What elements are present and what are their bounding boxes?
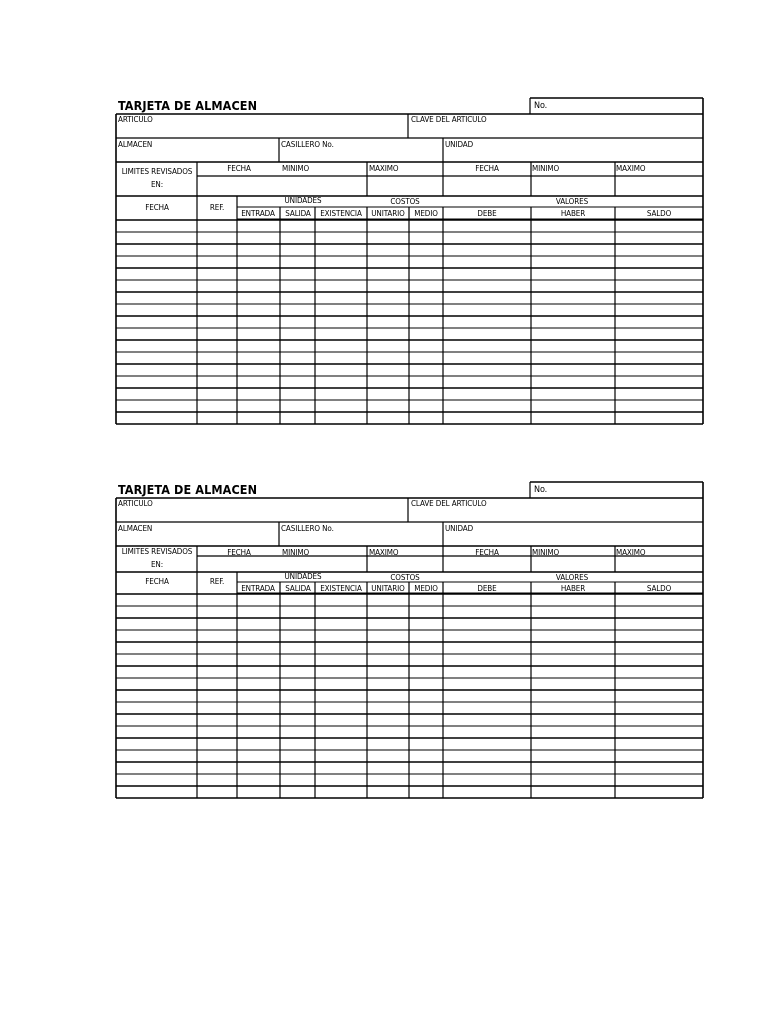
unitario-header: UNITARIO <box>371 584 405 593</box>
salida-header: SALIDA <box>285 584 311 593</box>
entrada-header: ENTRADA <box>241 209 275 218</box>
warehouse-card <box>116 480 703 808</box>
limits-fecha-label: FECHA <box>227 164 251 173</box>
col-ref-header: REF. <box>209 203 225 212</box>
limits-minimo-label: MINIMO <box>282 548 310 557</box>
medio-header: MEDIO <box>414 209 438 218</box>
warehouse-card <box>116 96 703 424</box>
limits-maximo-2-label: MAXIMO <box>616 164 646 173</box>
clave-label: CLAVE DEL ARTICULO <box>411 499 487 508</box>
clave-label: CLAVE DEL ARTICULO <box>411 115 487 124</box>
unidad-label: UNIDAD <box>445 140 474 149</box>
limites-label-line1: LIMITES REVISADOS <box>121 547 193 556</box>
valores-header: VALORES <box>555 197 589 206</box>
articulo-label: ARTICULO <box>118 115 153 124</box>
limits-minimo-label: MINIMO <box>282 164 310 173</box>
casillero-label: CASILLERO No. <box>281 140 334 149</box>
articulo-label: ARTICULO <box>118 499 153 508</box>
entrada-header: ENTRADA <box>241 584 275 593</box>
col-ref-header: REF. <box>209 577 225 586</box>
haber-header: HABER <box>560 584 586 593</box>
unidades-header: UNIDADES <box>284 572 322 581</box>
medio-header: MEDIO <box>414 584 438 593</box>
card-title: TARJETA DE ALMACEN <box>118 98 258 113</box>
card-grid-lines <box>116 96 704 426</box>
salida-header: SALIDA <box>285 209 311 218</box>
casillero-label: CASILLERO No. <box>281 524 334 533</box>
limits-minimo-2-label: MINIMO <box>532 548 560 557</box>
limits-fecha-2-label: FECHA <box>475 164 499 173</box>
limits-maximo-label: MAXIMO <box>369 548 399 557</box>
unidades-header: UNIDADES <box>284 196 322 205</box>
costos-header: COSTOS <box>390 573 420 582</box>
limits-maximo-label: MAXIMO <box>369 164 399 173</box>
col-fecha-header: FECHA <box>145 203 169 212</box>
existencia-header: EXISTENCIA <box>320 209 362 218</box>
card-number-label: No. <box>534 101 548 111</box>
valores-header: VALORES <box>555 573 589 582</box>
debe-header: DEBE <box>477 209 497 218</box>
card-number-label: No. <box>534 485 548 495</box>
unidad-label: UNIDAD <box>445 524 474 533</box>
saldo-header: SALDO <box>646 584 672 593</box>
almacen-label: ALMACEN <box>118 524 153 533</box>
debe-header: DEBE <box>477 584 497 593</box>
haber-header: HABER <box>560 209 586 218</box>
limites-label-line2: EN: <box>150 180 164 189</box>
limits-maximo-2-label: MAXIMO <box>616 548 646 557</box>
card-grid-lines <box>116 480 704 810</box>
costos-header: COSTOS <box>390 197 420 206</box>
card-title: TARJETA DE ALMACEN <box>118 482 258 497</box>
saldo-header: SALDO <box>646 209 672 218</box>
existencia-header: EXISTENCIA <box>320 584 362 593</box>
unitario-header: UNITARIO <box>371 209 405 218</box>
limits-fecha-label: FECHA <box>227 548 251 557</box>
limits-minimo-2-label: MINIMO <box>532 164 560 173</box>
limites-label-line2: EN: <box>150 560 164 569</box>
col-fecha-header: FECHA <box>145 577 169 586</box>
limits-fecha-2-label: FECHA <box>475 548 499 557</box>
almacen-label: ALMACEN <box>118 140 153 149</box>
limites-label-line1: LIMITES REVISADOS <box>121 167 193 176</box>
